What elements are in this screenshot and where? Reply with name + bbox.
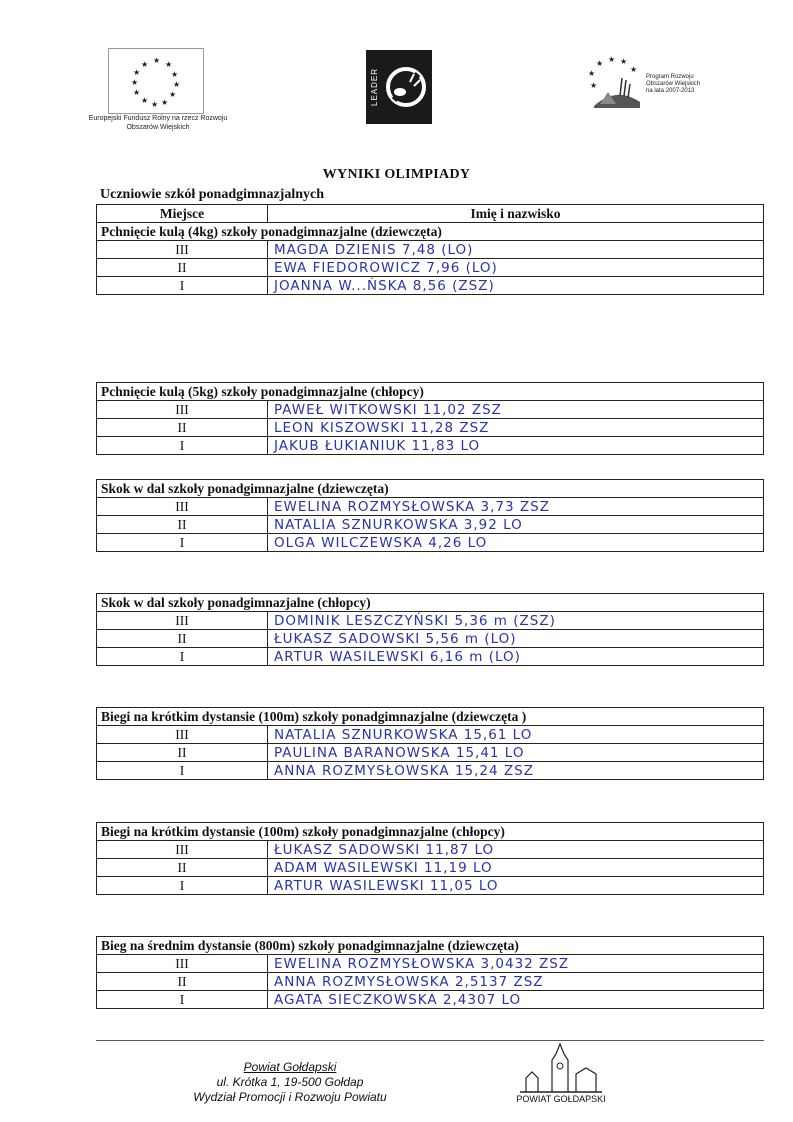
- place-cell: II: [97, 630, 268, 648]
- footer-line-1: Powiat Gołdapski: [243, 1060, 337, 1074]
- handwritten-entry: OLGA WILCZEWSKA 4,26 LO: [268, 534, 764, 552]
- page-subtitle: Uczniowie szkół ponadgimnazjalnych: [100, 187, 325, 202]
- star-icon: ★: [169, 90, 177, 99]
- table-row: [97, 516, 764, 534]
- place-cell: III: [97, 401, 268, 419]
- leader-logo: [366, 50, 432, 124]
- star-icon: ★: [141, 96, 149, 105]
- results-section-table: [96, 382, 764, 455]
- place-cell: III: [97, 726, 268, 744]
- place-cell: II: [97, 516, 268, 534]
- table-row: [97, 991, 764, 1009]
- footer-address: [190, 1060, 390, 1105]
- handwritten-entry: JAKUB ŁUKIANIUK 11,83 LO: [268, 437, 764, 455]
- handwritten-entry: PAWEŁ WITKOWSKI 11,02 ZSZ: [268, 401, 764, 419]
- table-row: [97, 612, 764, 630]
- handwritten-entry: ARTUR WASILEWSKI 11,05 LO: [268, 877, 764, 895]
- place-cell: III: [97, 955, 268, 973]
- section-heading-row: [97, 937, 764, 955]
- handwritten-entry: EWELINA ROZMYSŁOWSKA 3,73 ZSZ: [268, 498, 764, 516]
- place-cell: I: [97, 648, 268, 666]
- footer-line-3: Wydział Promocji i Rozwoju Powiatu: [193, 1090, 387, 1104]
- eu-caption: Europejski Fundusz Rolny na rzecz Rozwoju Obszarów Wiejskich: [88, 115, 228, 131]
- svg-text:★: ★: [596, 59, 604, 68]
- place-cell: II: [97, 419, 268, 437]
- section-heading: Pchnięcie kulą (5kg) szkoły ponadgimnazjalne (chłopcy): [97, 383, 764, 401]
- star-icon: ★: [133, 68, 141, 77]
- place-cell: I: [97, 991, 268, 1009]
- place-cell: I: [97, 277, 268, 295]
- section-heading: Skok w dal szkoły ponadgimnazjalne (dziewczęta): [97, 480, 764, 498]
- table-row: [97, 401, 764, 419]
- page-title: WYNIKI OLIMPIADY: [322, 167, 471, 182]
- handwritten-entry: ANNA ROZMYSŁOWSKA 2,5137 ZSZ: [268, 973, 764, 991]
- column-header-place: Miejsce: [97, 205, 268, 223]
- place-cell: I: [97, 762, 268, 780]
- section-heading: Skok w dal szkoły ponadgimnazjalne (chłopcy): [97, 594, 764, 612]
- results-section-table: [96, 822, 764, 895]
- column-header-name: Imię i nazwisko: [268, 205, 764, 223]
- table-row: [97, 534, 764, 552]
- program-caption: Program Rozwoju Obszarów Wiejskich na lata 2007-2013: [646, 74, 701, 94]
- section-heading: Pchnięcie kulą (4kg) szkoły ponadgimnazjalne (dziewczęta): [97, 223, 764, 241]
- results-section-table: [96, 479, 764, 552]
- place-cell: I: [97, 437, 268, 455]
- handwritten-entry: EWA FIEDOROWICZ 7,96 (LO): [268, 259, 764, 277]
- results-section-table: [96, 593, 764, 666]
- place-cell: III: [97, 612, 268, 630]
- table-row: [97, 648, 764, 666]
- table-row: [97, 419, 764, 437]
- results-section-table: [96, 707, 764, 780]
- results-header-table: [96, 204, 764, 295]
- handwritten-entry: DOMINIK LESZCZYŃSKI 5,36 m (ZSZ): [268, 612, 764, 630]
- handwritten-entry: JOANNA W...ŃSKA 8,56 (ZSZ): [268, 277, 764, 295]
- section-heading-row: [97, 383, 764, 401]
- table-row: [97, 762, 764, 780]
- star-icon: ★: [165, 60, 173, 69]
- handwritten-entry: ARTUR WASILEWSKI 6,16 m (LO): [268, 648, 764, 666]
- section-heading-row: [97, 594, 764, 612]
- leader-logo-text: LEADER: [370, 68, 379, 107]
- place-cell: II: [97, 973, 268, 991]
- program-rozwoju-logo: [586, 56, 646, 112]
- table-row: [97, 630, 764, 648]
- star-icon: ★: [151, 100, 159, 109]
- star-icon: ★: [141, 60, 149, 69]
- table-row: [97, 955, 764, 973]
- section-heading: Biegi na krótkim dystansie (100m) szkoły ponadgimnazjalne (chłopcy): [97, 823, 764, 841]
- handwritten-entry: ANNA ROZMYSŁOWSKA 15,24 ZSZ: [268, 762, 764, 780]
- section-heading-row: [97, 708, 764, 726]
- place-cell: III: [97, 841, 268, 859]
- section-heading-row: [97, 223, 764, 241]
- table-row: [97, 277, 764, 295]
- table-row: [97, 744, 764, 762]
- place-cell: II: [97, 259, 268, 277]
- table-row: [97, 877, 764, 895]
- section-heading-row: [97, 823, 764, 841]
- table-row: [97, 437, 764, 455]
- handwritten-entry: NATALIA SZNURKOWSKA 15,61 LO: [268, 726, 764, 744]
- place-cell: I: [97, 877, 268, 895]
- place-cell: II: [97, 859, 268, 877]
- svg-text:★: ★: [588, 69, 596, 78]
- handwritten-entry: EWELINA ROZMYSŁOWSKA 3,0432 ZSZ: [268, 955, 764, 973]
- star-icon: ★: [171, 70, 179, 79]
- table-row: [97, 259, 764, 277]
- handwritten-entry: PAULINA BARANOWSKA 15,41 LO: [268, 744, 764, 762]
- handwritten-entry: NATALIA SZNURKOWSKA 3,92 LO: [268, 516, 764, 534]
- table-row: [97, 973, 764, 991]
- town-skyline-logo: [516, 1040, 606, 1094]
- table-row: [97, 859, 764, 877]
- section-heading: Bieg na średnim dystansie (800m) szkoły ponadgimnazjalne (dziewczęta): [97, 937, 764, 955]
- star-icon: ★: [131, 78, 139, 87]
- wheat-emblem-icon: [384, 58, 428, 116]
- svg-text:★: ★: [590, 81, 598, 90]
- handwritten-entry: ŁUKASZ SADOWSKI 11,87 LO: [268, 841, 764, 859]
- svg-text:★: ★: [630, 65, 638, 74]
- place-cell: I: [97, 534, 268, 552]
- table-row: [97, 726, 764, 744]
- column-header-row: [97, 205, 764, 223]
- handwritten-entry: LEON KISZOWSKI 11,28 ZSZ: [268, 419, 764, 437]
- footer-divider: [96, 1040, 764, 1041]
- place-cell: II: [97, 744, 268, 762]
- handwritten-entry: AGATA SIECZKOWSKA 2,4307 LO: [268, 991, 764, 1009]
- eu-flag-logo: [108, 48, 204, 114]
- footer-line-2: ul. Krótka 1, 19-500 Gołdap: [216, 1075, 364, 1089]
- section-heading-row: [97, 480, 764, 498]
- results-section-table: [96, 936, 764, 1009]
- table-row: [97, 498, 764, 516]
- handwritten-entry: ADAM WASILEWSKI 11,19 LO: [268, 859, 764, 877]
- svg-text:★: ★: [608, 56, 616, 64]
- table-row: [97, 841, 764, 859]
- star-icon: ★: [173, 80, 181, 89]
- section-heading: Biegi na krótkim dystansie (100m) szkoły ponadgimnazjalne (dziewczęta ): [97, 708, 764, 726]
- star-icon: ★: [161, 98, 169, 107]
- table-row: [97, 241, 764, 259]
- star-icon: ★: [133, 88, 141, 97]
- powiat-logo-caption: POWIAT GOŁDAPSKI: [516, 1094, 606, 1104]
- handwritten-entry: ŁUKASZ SADOWSKI 5,56 m (LO): [268, 630, 764, 648]
- handwritten-entry: MAGDA DZIENIS 7,48 (LO): [268, 241, 764, 259]
- place-cell: III: [97, 241, 268, 259]
- svg-text:★: ★: [620, 57, 628, 66]
- place-cell: III: [97, 498, 268, 516]
- star-icon: ★: [153, 56, 161, 65]
